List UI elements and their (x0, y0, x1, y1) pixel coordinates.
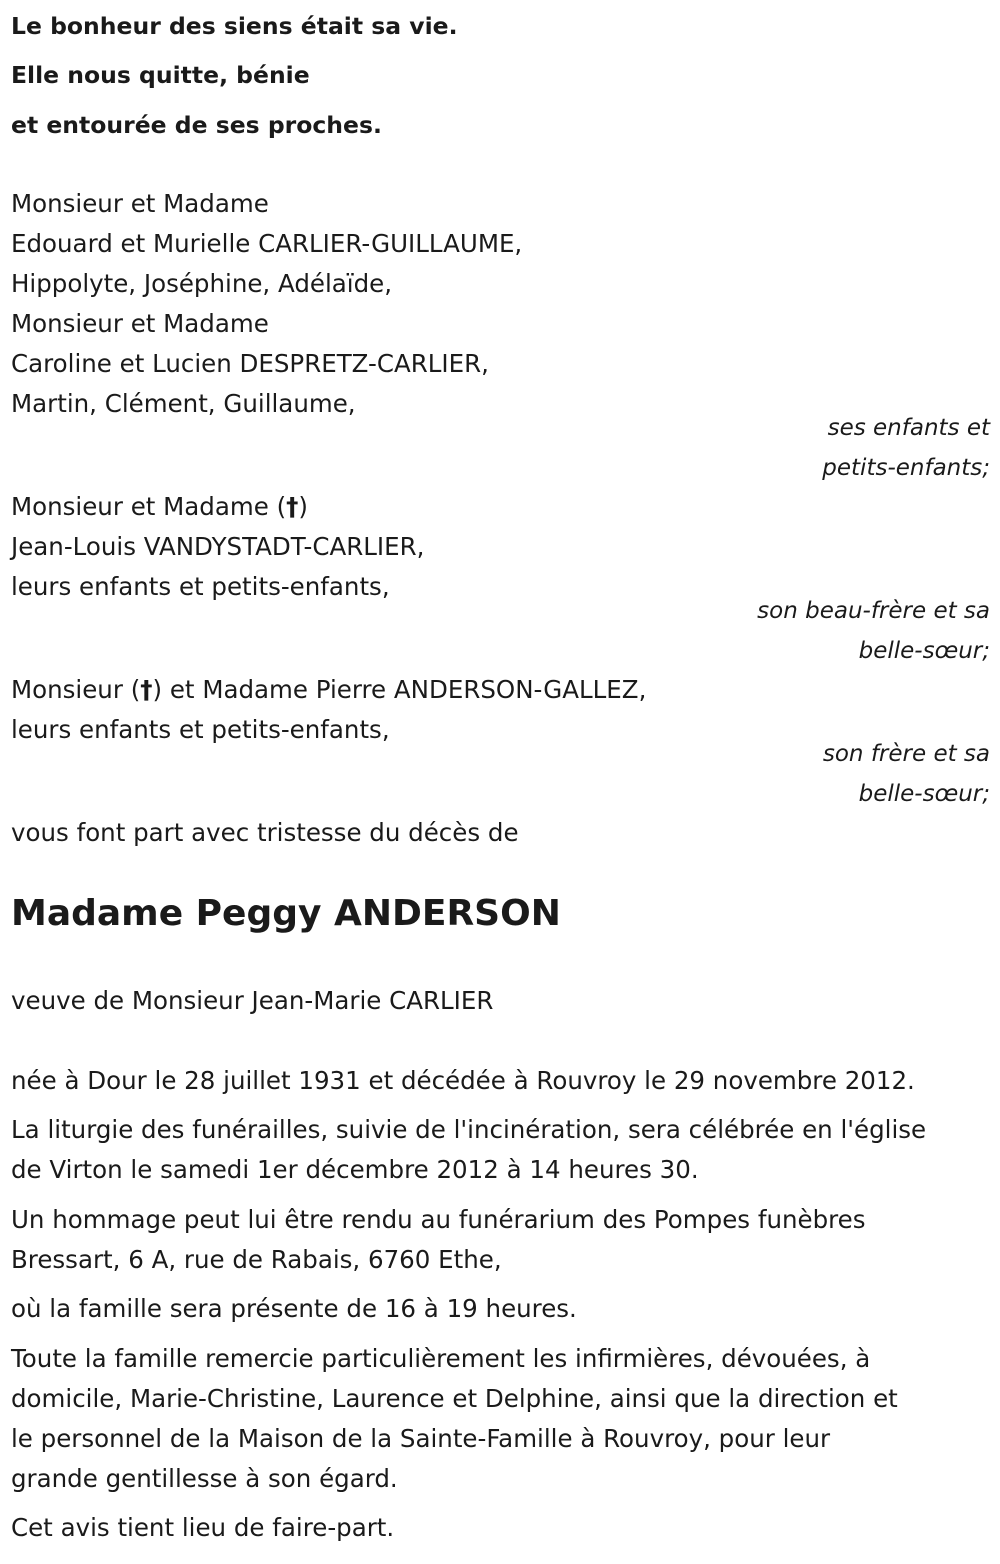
group3-line-2: leurs enfants et petits-enfants, (11, 715, 390, 744)
group1-line-1: Monsieur et Madame (11, 189, 269, 218)
tribute-line-1: Un hommage peut lui être rendu au funérarium des Pompes funèbres (11, 1205, 866, 1234)
group1-line-3: Hippolyte, Joséphine, Adélaïde, (11, 269, 392, 298)
group2-line-3: leurs enfants et petits-enfants, (11, 572, 390, 601)
group2-relation-line-1: son beau-frère et sa (757, 598, 990, 624)
group3-line-1-end: ) et Madame Pierre ANDERSON-GALLEZ, (152, 675, 647, 704)
group1-relation-line-1: ses enfants et (827, 415, 990, 441)
group3-line-1-start: Monsieur ( (11, 675, 141, 704)
group2-line-1 (11, 492, 308, 522)
group3-line-1 (11, 675, 646, 705)
widow-of: veuve de Monsieur Jean-Marie CARLIER (11, 986, 494, 1015)
group2-line-2: Jean-Louis VANDYSTADT-CARLIER, (11, 532, 425, 561)
epigraph-line-3: et entourée de ses proches. (11, 111, 382, 139)
group1-relation-line-2: petits-enfants; (822, 455, 990, 481)
group1-line-4: Monsieur et Madame (11, 309, 269, 338)
announcement: vous font part avec tristesse du décès de (11, 818, 519, 847)
thanks-line-4: grande gentillesse à son égard. (11, 1464, 398, 1493)
group1-line-2: Edouard et Murielle CARLIER-GUILLAUME, (11, 229, 523, 258)
epigraph-line-2: Elle nous quitte, bénie (11, 61, 310, 89)
thanks-line-1: Toute la famille remercie particulièrement les infirmières, dévouées, à (11, 1344, 871, 1373)
tribute-line-2: Bressart, 6 A, rue de Rabais, 6760 Ethe, (11, 1245, 502, 1274)
group2-line-1-start: Monsieur et Madame ( (11, 492, 287, 521)
cross-icon: † (140, 675, 153, 704)
group3-relation-line-1: son frère et sa (822, 741, 990, 767)
family-presence: où la famille sera présente de 16 à 19 heures. (11, 1294, 577, 1323)
thanks-line-3: le personnel de la Maison de la Sainte-Famille à Rouvroy, pour leur (11, 1424, 831, 1453)
birth-death: née à Dour le 28 juillet 1931 et décédée à Rouvroy le 29 novembre 2012. (11, 1066, 915, 1095)
group1-line-6: Martin, Clément, Guillaume, (11, 389, 356, 418)
group3-relation-line-2: belle-sœur; (858, 781, 990, 807)
epigraph-line-1: Le bonheur des siens était sa vie. (11, 12, 458, 40)
group2-relation-line-2: belle-sœur; (858, 638, 990, 664)
liturgy-line-1: La liturgie des funérailles, suivie de l'incinération, sera célébrée en l'église (11, 1115, 927, 1144)
deceased-name: Madame Peggy ANDERSON (11, 893, 561, 934)
cross-icon: † (286, 492, 299, 521)
group2-line-1-end: ) (298, 492, 308, 521)
thanks-line-2: domicile, Marie-Christine, Laurence et Delphine, ainsi que la direction et (11, 1384, 898, 1413)
group1-line-5: Caroline et Lucien DESPRETZ-CARLIER, (11, 349, 489, 378)
closing: Cet avis tient lieu de faire-part. (11, 1513, 395, 1542)
liturgy-line-2: de Virton le samedi 1er décembre 2012 à 14 heures 30. (11, 1155, 699, 1184)
